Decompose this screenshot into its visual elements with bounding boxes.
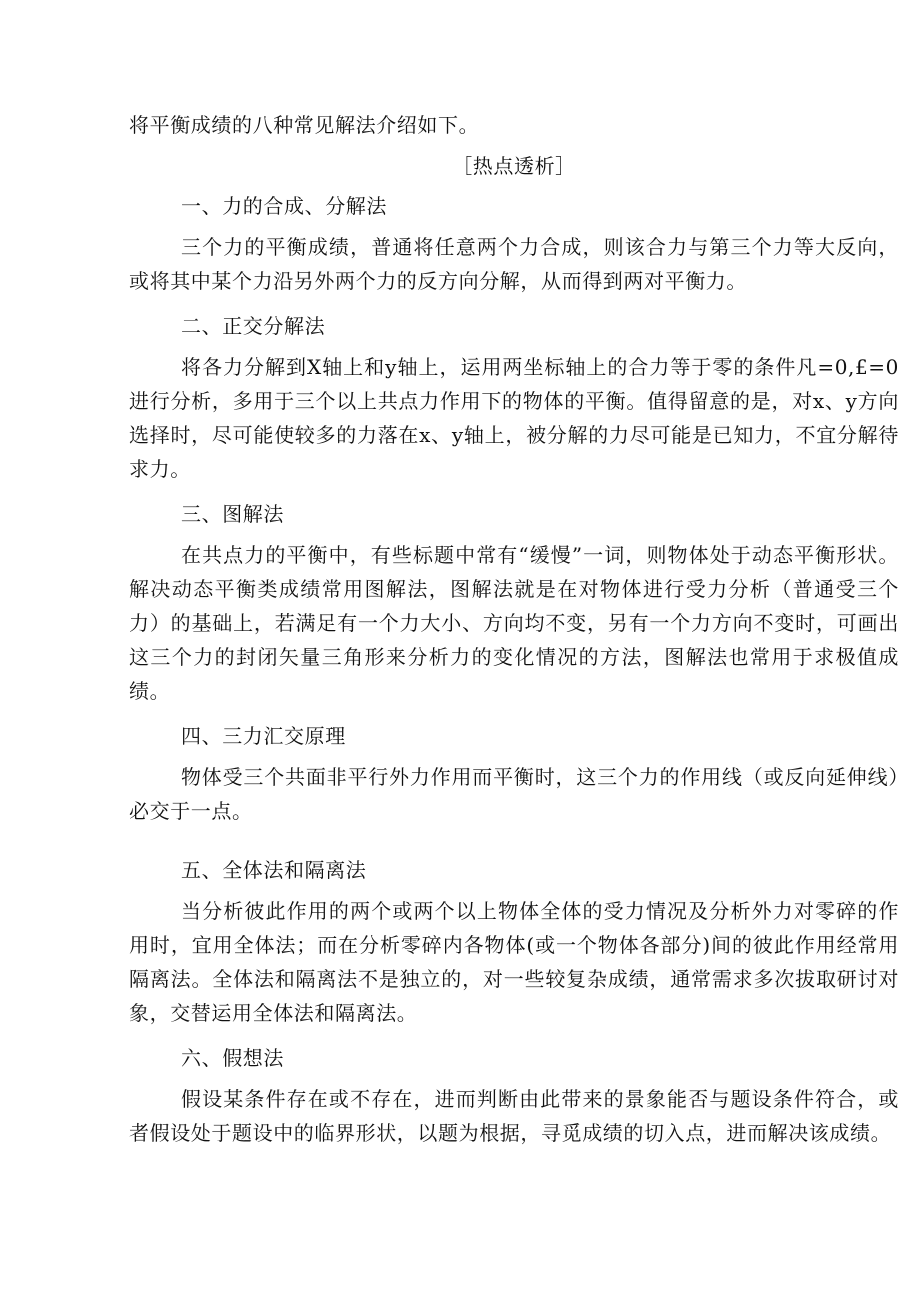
heading-2: 二、正交分解法	[181, 314, 326, 338]
body-1: 三个力的平衡成绩，普通将任意两个力合成，则该合力与第三个力等大反向，或将其中某个力沿另外两个力的反方向分解，从而得到两对平衡力。	[129, 235, 899, 293]
body-5: 当分析彼此作用的两个或两个以上物体全体的受力情况及分析外力对零碎的作用时，宜用全体法；而在分析零碎内各物体(或一个物体各部分)间的彼此作用经常用隔离法。全体法和隔离法不是独立的，对一些较复杂成绩，通常需求多次拔取研讨对象，交替运用全体法和隔离法。	[129, 899, 899, 1025]
heading-6: 六、假想法	[181, 1046, 284, 1070]
heading-4: 四、三力汇交原理	[181, 724, 346, 748]
heading-1: 一、力的合成、分解法	[181, 194, 387, 218]
heading-3: 三、图解法	[181, 502, 284, 526]
body-3: 在共点力的平衡中，有些标题中常有“缓慢”一词，则物体处于动态平衡形状。解决动态平衡类成绩常用图解法，图解法就是在对物体进行受力分析（普通受三个力）的基础上，若满足有一个力大小、方向均不变，另有一个力方向不变时，可画出这三个力的封闭矢量三角形来分析力的变化情况的方法，图解法也常用于求极值成绩。	[129, 543, 899, 703]
body-2: 将各力分解到X轴上和y轴上，运用两坐标轴上的合力等于零的条件凡=0,£=0进行分析，多用于三个以上共点力作用下的物体的平衡。值得留意的是，对x、y方向选择时，尽可能使较多的力落在x、y轴上，被分解的力尽可能是已知力，不宜分解待求力。	[129, 355, 899, 481]
heading-5: 五、全体法和隔离法	[181, 858, 367, 882]
body-4: 物体受三个共面非平行外力作用而平衡时，这三个力的作用线（或反向延伸线）必交于一点。	[129, 765, 899, 823]
body-6: 假设某条件存在或不存在，进而判断由此带来的景象能否与题设条件符合，或者假设处于题设中的临界形状，以题为根据，寻觅成绩的切入点，进而解决该成绩。	[129, 1087, 899, 1145]
section-title: ［热点透析］	[452, 154, 576, 178]
document-page	[129, 108, 899, 1150]
intro-paragraph: 将平衡成绩的八种常见解法介绍如下。	[129, 113, 480, 137]
